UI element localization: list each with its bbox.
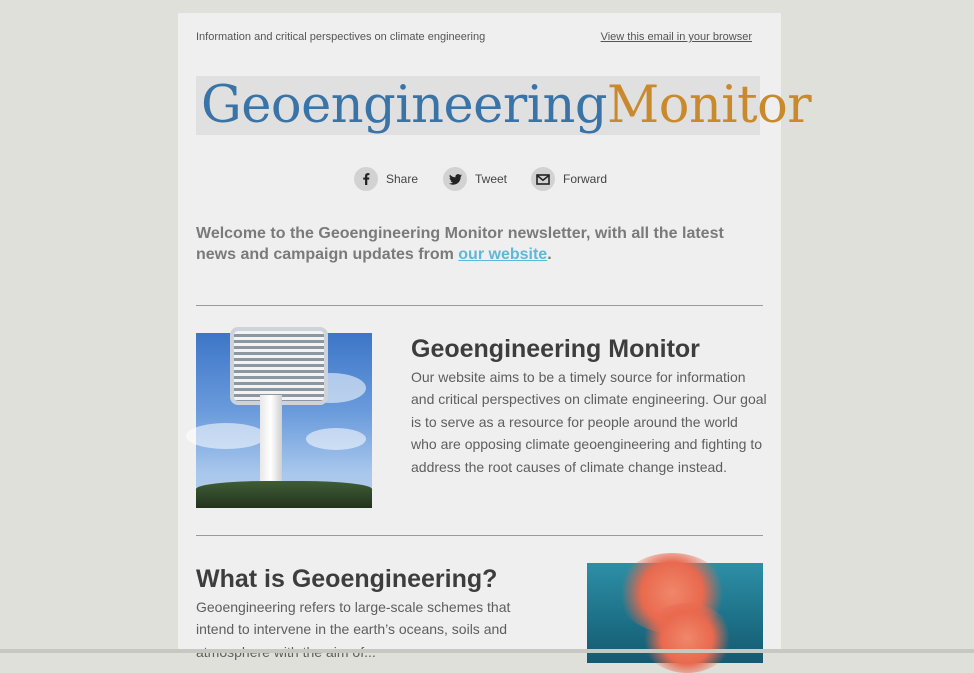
intro-text — [196, 223, 766, 265]
horizontal-scrollbar[interactable] — [0, 649, 974, 653]
wind-turbine-image — [196, 333, 372, 508]
mail-icon — [531, 167, 555, 191]
geoengineering-monitor-logo[interactable] — [196, 76, 812, 135]
section-body-what-is-geoengineering: Geoengineering refers to large-scale schemes that intend to intervene in the earth’s oceans, soils and — [196, 599, 511, 638]
ocean-algae-bloom-image — [587, 563, 763, 663]
forward-label: Forward — [563, 172, 608, 186]
email-container — [178, 13, 812, 653]
logo-text-monitor: Monitor — [607, 76, 812, 135]
share-button[interactable] — [354, 167, 418, 191]
section-title-what-is-geoengineering: What is Geoengineering? — [196, 565, 498, 593]
preheader-tagline: Information and critical perspectives on climate engineering — [196, 31, 486, 43]
forward-button[interactable] — [531, 167, 607, 191]
tweet-label: Tweet — [475, 172, 508, 186]
section-body-geoengineering-monitor: Our website aims to be a timely source for information and critical perspectives on climate engineering. Our goal is to serve as a resource for people around the world who are opposing climate geoengineering and fighting to address the root causes of climate change instead. — [411, 369, 767, 475]
share-label: Share — [386, 172, 419, 186]
intro-text-before: Welcome to the Geoengineering Monitor newsletter, with all the latest news and campaign updates from — [196, 225, 724, 263]
divider — [196, 535, 763, 536]
facebook-icon — [354, 167, 378, 191]
section-title-geoengineering-monitor: Geoengineering Monitor — [411, 335, 700, 363]
logo-text-geoengineering: Geoengineering — [201, 76, 608, 135]
intro-text-after: . — [547, 246, 552, 263]
view-in-browser-link[interactable]: View this email in your browser — [600, 31, 752, 43]
twitter-icon — [443, 167, 467, 191]
tweet-button[interactable] — [443, 167, 507, 191]
our-website-link[interactable]: our website — [458, 246, 548, 263]
divider — [196, 305, 763, 306]
